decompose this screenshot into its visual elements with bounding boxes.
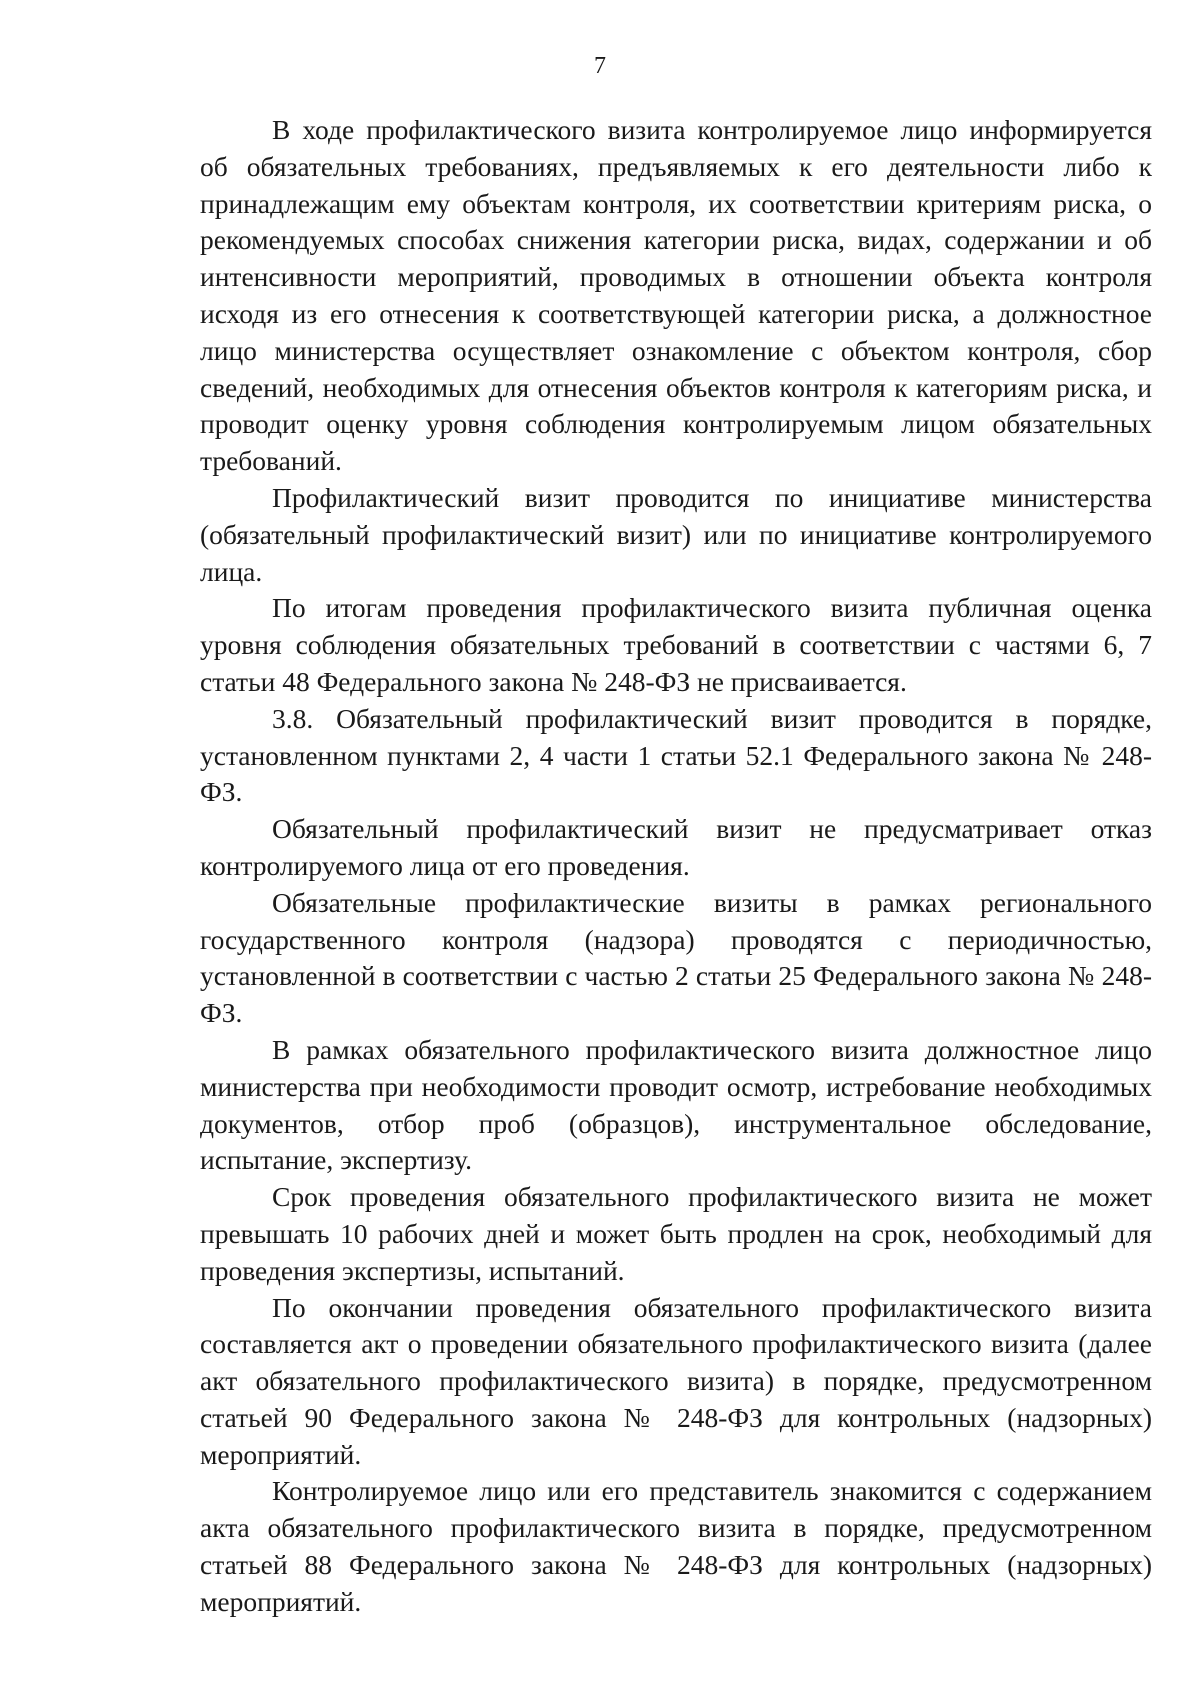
paragraph-section-3-8: 3.8. Обязательный профилактический визит проводится в порядке, установленном пунктами 2, 4 части 1 статьи 52.1 Федерального закона № 248-ФЗ. bbox=[200, 702, 1152, 808]
paragraph-periodicity: Обязательные профилактические визиты в рамках регионального государственного контроля (надзора) проводятся с периодичностью, установленной в соответствии с частью 2 статьи 25 Федерального закона № 248-ФЗ. bbox=[200, 886, 1152, 1029]
paragraph-act-familiarization: Контролируемое лицо или его представитель знакомится с содержанием акта обязательного профилактического визита в порядке, предусмотренном статьей 88 Федерального закона № 248-ФЗ для контрольных (надзорных) мероприятий. bbox=[200, 1475, 1152, 1617]
paragraph-preventive-visit-info: В ходе профилактического визита контролируемое лицо информируется об обязательных требованиях, предъявляемых к его деятельности либо к принадлежащим ему объектам контроля, их соответствии критериям риска, о рекомендуемых способах снижения категории риска, видах, содержании и об интенсивности мероприятий, проводимых в отношении объекта контроля исходя из его отнесения к соответствующей категории риска, а должностное лицо министерства осуществляет ознакомление с объектом контроля, сбор сведений, необходимых для отнесения объектов контроля к категориям риска, и проводит оценку уровня соблюдения контролируемым лицом обязательных требований. bbox=[200, 114, 1152, 477]
paragraph-public-assessment: По итогам проведения профилактического визита публичная оценка уровня соблюдения обязательных требований в соответствии с частями 6, 7 статьи 48 Федерального закона № 248-ФЗ не присваивается. bbox=[200, 592, 1152, 697]
document-body bbox=[200, 112, 1152, 1621]
paragraph-inspection-actions: В рамках обязательного профилактического визита должностное лицо министерства при необходимости проводит осмотр, истребование необходимых документов, отбор проб (образцов), инструментальное обследование, испытание, экспертизу. bbox=[200, 1033, 1152, 1176]
paragraph-no-refusal: Обязательный профилактический визит не предусматривает отказ контролируемого лица от его проведения. bbox=[200, 813, 1152, 881]
page-number: 7 bbox=[594, 53, 606, 79]
paragraph-visit-duration: Срок проведения обязательного профилактического визита не может превышать 10 рабочих дней и может быть продлен на срок, необходимый для проведения экспертизы, испытаний. bbox=[200, 1181, 1152, 1286]
paragraph-visit-act: По окончании проведения обязательного профилактического визита составляется акт о проведении обязательного профилактического визита (далее акт обязательного профилактического визита) в порядке, предусмотренном статьей 90 Федерального закона № 248-ФЗ для контрольных (надзорных) мероприятий. bbox=[200, 1291, 1152, 1470]
paragraph-visit-initiative: Профилактический визит проводится по инициативе министерства (обязательный профилактический визит) или по инициативе контролируемого лица. bbox=[200, 481, 1152, 587]
